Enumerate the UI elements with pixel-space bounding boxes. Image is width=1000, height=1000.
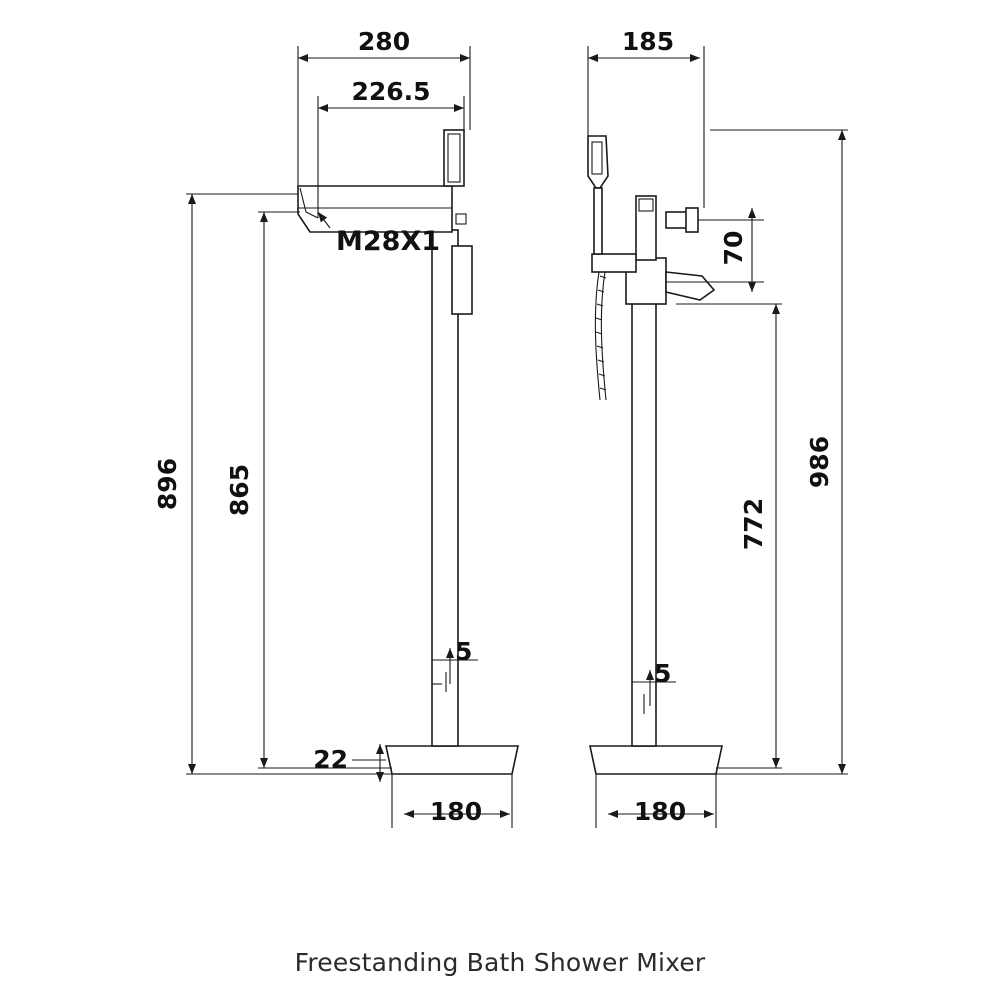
dim-22-front: 22	[313, 745, 348, 774]
dim-185-side: 185	[621, 27, 675, 56]
dim-772-side: 772	[739, 497, 768, 551]
label-thread-m28x1: M28X1	[336, 226, 441, 257]
side-dimensions	[588, 27, 848, 828]
dim-865-front: 865	[225, 463, 254, 517]
dim-70-side: 70	[719, 230, 748, 266]
dim-180-front: 180	[429, 797, 483, 826]
dim-5-front: 5	[455, 637, 473, 666]
dim-986-side: 986	[805, 435, 834, 489]
dim-280-front: 280	[357, 27, 411, 56]
diagram-caption: Freestanding Bath Shower Mixer	[294, 948, 706, 977]
dim-226-5-front: 226.5	[351, 77, 431, 106]
dim-5-side: 5	[654, 659, 672, 688]
dim-180-side: 180	[633, 797, 687, 826]
dim-896-front: 896	[153, 457, 182, 511]
